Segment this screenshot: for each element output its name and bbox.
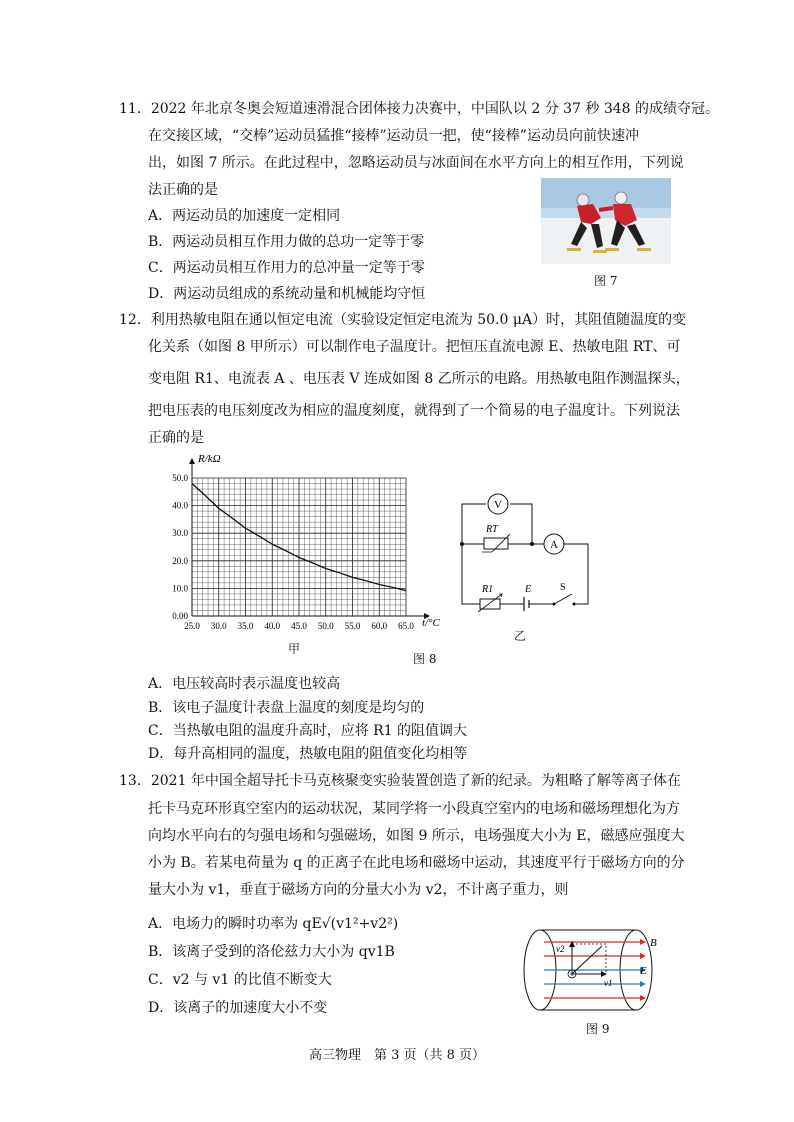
y-tick-label: 20.0 [172, 555, 188, 566]
x-tick-label: 35.0 [237, 621, 254, 631]
x-tick-label: 60.0 [371, 621, 388, 631]
chart-y-axis-label: R/kΩ [198, 453, 221, 465]
figure-8-caption: 图 8 [413, 652, 437, 666]
q11-option-d: D．两运动员组成的系统动量和机械能均守恒 [148, 286, 426, 302]
chart-grid [192, 478, 406, 616]
switch-symbol [554, 594, 572, 604]
x-tick-label: 25.0 [184, 621, 200, 631]
q13-option-c: C．v2 与 v1 的比值不断变大 [148, 972, 332, 988]
figure-9-diagram [520, 922, 670, 1018]
q13-option-a: A．电场力的瞬时功率为 qE√(v1²+v2²) [148, 916, 399, 932]
chart-x-axis-label: t/°C [422, 617, 440, 629]
q12-line-3: 变电阻 R1、电流表 A 、电压表 V 连成如图 8 乙所示的电路。用热敏电阻作测温探头， [148, 371, 690, 387]
figure-7-caption: 图 7 [594, 274, 618, 288]
q13-option-b: B．该离子受到的洛伦兹力大小为 qv1B [148, 944, 395, 960]
thermistor-rt-label: RT [486, 524, 498, 535]
x-tick-label: 40.0 [264, 621, 281, 631]
battery-e-label: E [525, 584, 532, 595]
q12-line-1: 12．利用热敏电阻在通以恒定电流（实验设定恒定电流为 50.0 μA）时，其阻值随温度的变 [119, 312, 687, 328]
y-tick-label: 50.0 [172, 473, 188, 483]
x-tick-label: 45.0 [291, 621, 307, 631]
battery-symbol [524, 597, 529, 611]
y-tick-label: 0.00 [172, 611, 188, 621]
x-tick-label: 55.0 [344, 621, 361, 631]
q12-line-4: 把电压表的电压刻度改为相应的温度刻度，就得到了一个简易的电子温度计。下列说法 [148, 403, 680, 419]
q11-line-3: 出，如图 7 所示。在此过程中，忽略运动员与冰面间在水平方向上的相互作用，下列说 [148, 155, 684, 171]
q11-line-2: 在交接区域，“交棒”运动员猛推“接棒”运动员一把，使“接棒”运动员向前快速冲 [148, 128, 639, 144]
figure-8-sub-jia: 甲 [288, 642, 301, 656]
q11-line-4: 法正确的是 [148, 182, 218, 198]
q11-option-c: C．两运动员相互作用力的总冲量一定等于零 [148, 260, 425, 276]
page-footer: 高三物理 第 3 页（共 8 页） [308, 1048, 486, 1063]
ammeter-label: A [550, 539, 558, 551]
figure-9-caption: 图 9 [586, 1022, 610, 1036]
resistor-r1-symbol [480, 599, 500, 609]
figure-7-photo [541, 178, 671, 264]
y-tick-label: 30.0 [172, 528, 188, 539]
q11-line-1: 11．2022 年北京冬奥会短道速滑混合团体接力决赛中，中国队以 2 分 37 秒 348 的成绩夺冠。 [119, 101, 720, 117]
q13-line-5: 量大小为 v1，垂直于磁场方向的分量大小为 v2，不计离子重力，则 [148, 882, 569, 898]
label-v2: v2 [556, 944, 565, 954]
y-axis-arrow [189, 458, 195, 464]
label-v1: v1 [604, 978, 613, 988]
q12-option-c: C．当热敏电阻的温度升高时，应将 R1 的阻值调大 [148, 723, 468, 739]
q12-option-d: D．每升高相同的温度，热敏电阻的阻值变化均相等 [148, 746, 468, 762]
figure-8-sub-yi: 乙 [514, 629, 527, 643]
y-tick-label: 10.0 [172, 583, 188, 594]
q13-line-3: 向均水平向右的匀强电场和匀强磁场，如图 9 所示，电场强度大小为 E，磁感应强度大 [148, 828, 685, 844]
q13-option-d: D．该离子的加速度大小不变 [148, 1000, 328, 1016]
chart-ticks [172, 473, 414, 631]
label-e: E [640, 965, 647, 977]
figure-8-chart [160, 448, 450, 638]
switch-s-label: S [560, 582, 566, 593]
q12-line-2: 化关系（如图 8 甲所示）可以制作电子温度计。把恒压直流电源 E、热敏电阻 RT、可 [148, 339, 681, 355]
x-tick-label: 50.0 [317, 621, 334, 631]
chart-axes [189, 458, 430, 619]
x-tick-label: 30.0 [210, 621, 227, 631]
q12-line-5: 正确的是 [148, 430, 204, 446]
q12-option-a: A．电压较高时表示温度也较高 [148, 676, 341, 692]
q11-option-b: B．两运动员相互作用力做的总功一定等于零 [148, 234, 425, 250]
y-tick-label: 40.0 [172, 500, 188, 511]
x-tick-label: 65.0 [398, 621, 414, 631]
resistor-r1-label: R1 [482, 584, 494, 595]
q13-line-4: 小为 B。若某电荷量为 q 的正离子在此电场和磁场中运动，其速度平行于磁场方向的分 [148, 855, 685, 871]
figure-8-circuit [456, 484, 596, 624]
label-b: B [650, 937, 657, 949]
q11-option-a: A．两运动员的加速度一定相同 [148, 208, 341, 224]
voltmeter-label: V [494, 499, 502, 511]
q13-line-1: 13．2021 年中国全超导托卡马克核聚变实验装置创造了新的纪录。为粗略了解等离子体在 [119, 773, 681, 789]
q12-option-b: B．该电子温度计表盘上温度的刻度是均匀的 [148, 700, 425, 716]
q13-line-2: 托卡马克环形真空室内的运动状况，某同学将一小段真空室内的电场和磁场理想化为方 [148, 801, 680, 817]
